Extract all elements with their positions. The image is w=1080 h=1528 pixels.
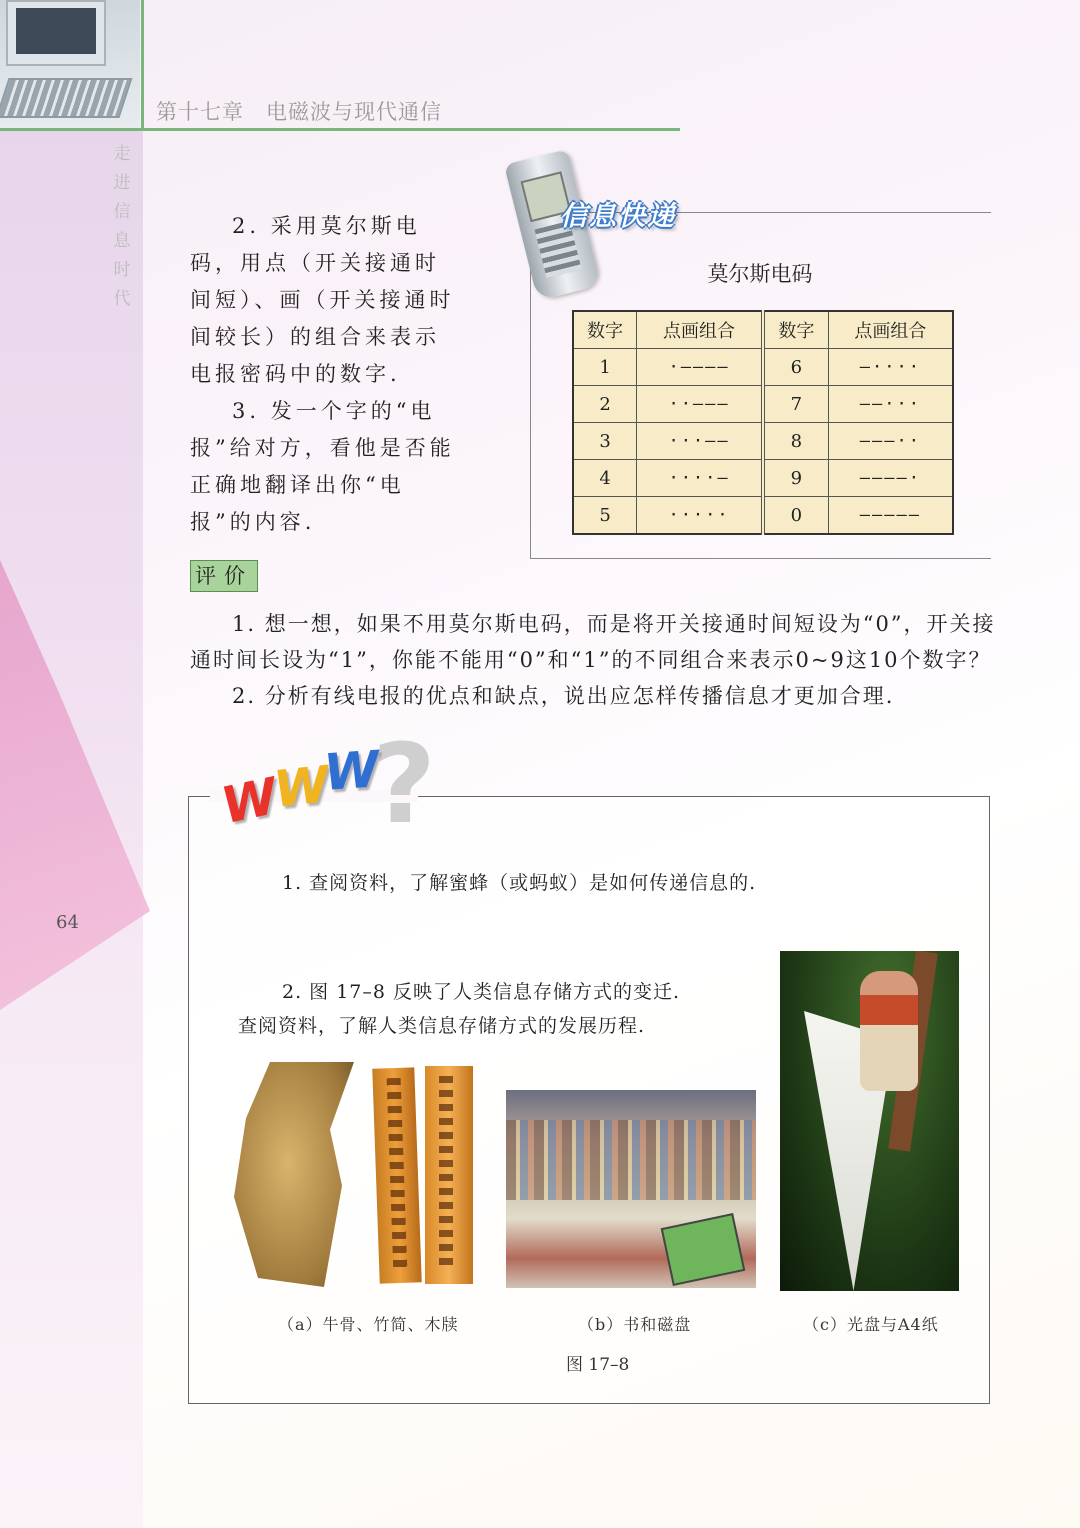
table-cell: ––––· xyxy=(828,460,953,497)
research-question-2-line2: 查阅资料，了解人类信息存储方式的发展历程. xyxy=(238,1015,646,1037)
computer-image xyxy=(0,0,140,128)
table-cell: ··––– xyxy=(637,386,763,423)
side-label-char: 走 xyxy=(113,144,131,164)
figure-caption: 图 17–8 xyxy=(566,1355,630,1375)
evaluation-tag: 评价 xyxy=(190,560,258,592)
cd-and-paper-image xyxy=(780,951,959,1291)
side-label-char: 信 xyxy=(113,202,131,222)
table-header-cell: 点画组合 xyxy=(637,311,763,349)
header-divider-vertical xyxy=(141,0,144,130)
research-question-1: 1. 查阅资料，了解蜜蜂（或蚂蚁）是如何传递信息的. xyxy=(282,872,757,894)
side-label-char: 进 xyxy=(113,173,131,193)
table-cell: 8 xyxy=(763,423,828,460)
table-row xyxy=(573,460,953,497)
side-label-char: 息 xyxy=(113,231,131,251)
www-logo-icon: ? W W W xyxy=(216,720,436,848)
morse-code-table xyxy=(572,310,954,535)
table-row xyxy=(573,349,953,386)
table-cell: 6 xyxy=(763,349,828,386)
table-cell: 5 xyxy=(573,497,637,535)
table-cell: 9 xyxy=(763,460,828,497)
side-label xyxy=(110,140,134,314)
evaluation-question-2: 2. 分析有线电报的优点和缺点，说出应怎样传播信息才更加合理. xyxy=(232,684,895,708)
table-row xyxy=(573,497,953,535)
table-cell: –···· xyxy=(828,349,953,386)
bamboo-slip-image xyxy=(372,1067,421,1283)
table-cell: –––·· xyxy=(828,423,953,460)
caption-a: （a）牛骨、竹简、木牍 xyxy=(278,1315,459,1334)
table-header-row xyxy=(573,311,953,349)
table-row xyxy=(573,423,953,460)
table-title: 莫尔斯电码 xyxy=(707,262,813,286)
table-cell: 4 xyxy=(573,460,637,497)
table-cell: 3 xyxy=(573,423,637,460)
table-cell: ····· xyxy=(637,497,763,535)
caption-c: （c）光盘与A4纸 xyxy=(803,1315,939,1334)
header-divider-horizontal xyxy=(0,128,680,131)
activity-steps xyxy=(190,208,455,541)
table-header-cell: 数字 xyxy=(573,311,637,349)
info-box-label: 信息快递 xyxy=(560,201,676,232)
table-cell: 0 xyxy=(763,497,828,535)
table-row xyxy=(573,386,953,423)
table-header-cell: 点画组合 xyxy=(828,311,953,349)
research-question-2-line1: 2. 图 17–8 反映了人类信息存储方式的变迁. xyxy=(282,981,681,1003)
caption-b: （b）书和磁盘 xyxy=(578,1315,692,1334)
table-cell: ·–––– xyxy=(637,349,763,386)
bookstore-and-disk-image xyxy=(506,1090,756,1288)
table-cell: ––··· xyxy=(828,386,953,423)
table-cell: ···–– xyxy=(637,423,763,460)
evaluation-questions xyxy=(190,606,996,714)
research-question-2 xyxy=(238,975,758,1043)
table-header-cell: 数字 xyxy=(763,311,828,349)
table-cell: ····– xyxy=(637,460,763,497)
side-label-char: 代 xyxy=(113,289,131,309)
wooden-slip-image xyxy=(425,1066,473,1284)
side-label-char: 时 xyxy=(113,260,131,280)
page-number: 64 xyxy=(56,912,79,933)
evaluation-question-1: 1. 想一想，如果不用莫尔斯电码，而是将开关接通时间短设为“0”，开关接通时间长设为“1”，你能不能用“0”和“1”的不同组合来表示0~9这10个数字？ xyxy=(190,612,996,672)
chapter-title: 电磁波与现代通信 xyxy=(266,100,442,124)
chapter-number: 第十七章 xyxy=(156,100,244,124)
table-cell: 1 xyxy=(573,349,637,386)
table-cell: ––––– xyxy=(828,497,953,535)
table-cell: 2 xyxy=(573,386,637,423)
table-cell: 7 xyxy=(763,386,828,423)
step-3-text: 3. 发一个字的“电报”给对方，看他是否能正确地翻译出你“电报”的内容. xyxy=(190,399,455,534)
step-2-text: 2. 采用莫尔斯电码，用点（开关接通时间短）、画（开关接通时间较长）的组合来表示电报密码中的数字. xyxy=(190,214,455,386)
chapter-header xyxy=(156,96,464,126)
